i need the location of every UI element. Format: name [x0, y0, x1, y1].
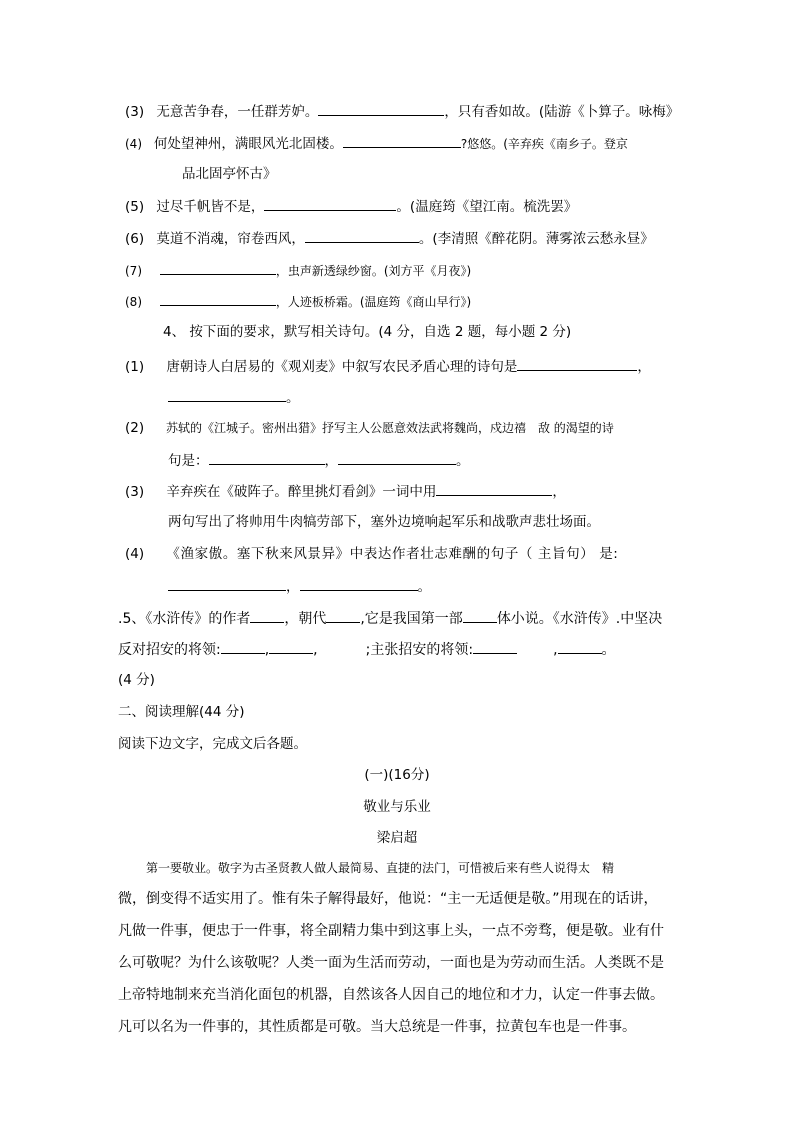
answer-blank[interactable]	[305, 228, 419, 243]
q4-sub-3	[125, 481, 566, 502]
answer-blank[interactable]	[168, 387, 286, 402]
question-4-heading: 4、 按下面的要求，默写相关诗句。(4 分，自选 2 题，每小题 2 分)	[163, 324, 572, 340]
q4-sub-4-cont	[168, 576, 431, 597]
item-source: 。(李清照《醉花阴。薄雾浓云愁永昼》	[418, 231, 654, 247]
essay-line: 凡做一件事，便忠于一件事，将全副精力集中到这事上头，一点不旁骛，便是敬。业有什	[118, 923, 664, 939]
item-3	[125, 101, 679, 122]
q5-text: ,它是我国第一部	[360, 611, 463, 627]
q4-sub-2	[125, 418, 614, 438]
item-text: 无意苦争春，一任群芳妒。	[156, 104, 319, 120]
sub-number: (4)	[125, 546, 145, 562]
sub-text: 《渔家傲。塞下秋来风景异》中表达作者壮志难酬的句子（ 主旨句） 是:	[166, 546, 619, 562]
punct: ，	[286, 579, 300, 595]
item-source: ，虫声新透绿纱窗。(刘方平《月夜》)	[275, 264, 472, 278]
essay-author: 梁启超	[376, 830, 418, 846]
answer-blank[interactable]	[318, 101, 444, 116]
essay-title: 敬业与乐业	[363, 799, 431, 815]
answer-blank[interactable]	[221, 639, 265, 654]
q5-text: 体小说。《水浒传》.中坚决	[496, 611, 663, 627]
item-number: (4)	[125, 137, 142, 151]
essay-line: 上帝特地制来充当消化面包的机器，自然该各人因自己的地位和才力，认定一件事去做。	[118, 987, 664, 1003]
essay-line: 微，倒变得不适实用了。惟有朱子解得最好，他说：“主一无适便是敬。”用现在的话讲，	[118, 891, 658, 907]
sub-text: 唐朝诗人白居易的《观刈麦》中叙写农民矛盾心理的诗句是	[166, 359, 518, 375]
essay-line: 第一要敬业。敬字为古圣贤教人做人最简易、直捷的法门，可惜被后来有些人说得太 精	[146, 861, 615, 875]
sub-text: 句是：	[168, 453, 209, 469]
punct: 。	[601, 642, 616, 658]
item-source: ，只有香如故。(陆游《卜算子。咏梅》	[444, 104, 680, 120]
item-number: (5)	[125, 199, 145, 215]
q4-sub-1	[125, 356, 651, 377]
sub-text: 苏轼的《江城子。密州出猎》抒写主人公愿意效法武将魏尚，戍边禧 敌 的渴望的诗	[165, 421, 614, 435]
q4-sub-1-cont	[168, 387, 300, 408]
answer-blank[interactable]	[326, 608, 360, 623]
answer-blank[interactable]	[517, 356, 637, 371]
item-number: (7)	[125, 264, 142, 278]
punct: 。	[286, 390, 300, 406]
answer-blank[interactable]	[209, 450, 325, 465]
answer-blank[interactable]	[168, 576, 286, 591]
item-5	[125, 196, 577, 217]
punct: ,	[313, 642, 318, 658]
q5-text: .5、《水浒传》的作者	[118, 611, 251, 627]
answer-blank[interactable]	[473, 639, 517, 654]
item-text: 何处望神州，满眼风光北固楼。	[153, 136, 343, 152]
item-number: (3)	[125, 104, 145, 120]
essay-line: 么可敬呢？为什么该敬呢？人类一面为生活而劳动，一面也是为劳动而生活。人类既不是	[118, 955, 664, 971]
part-heading: (一)(16分)	[364, 767, 430, 783]
sub-number: (2)	[125, 420, 145, 436]
item-text: 莫道不消魂，帘卷西风，	[156, 231, 305, 247]
answer-blank[interactable]	[463, 608, 497, 623]
item-6	[125, 228, 654, 249]
answer-blank[interactable]	[343, 133, 461, 148]
q5-text: 反对招安的将领:	[118, 642, 221, 658]
punct: ，	[324, 453, 338, 469]
item-source: 。(温庭筠《望江南。梳洗罢》	[396, 199, 578, 215]
section-title: 二、阅读理解(44 分)	[118, 704, 245, 720]
answer-blank[interactable]	[160, 260, 276, 275]
answer-blank[interactable]	[264, 196, 396, 211]
sub-text: 辛弃疾在《破阵子。醉里挑灯看剑》一词中用	[166, 484, 437, 500]
sub-number: (1)	[125, 359, 145, 375]
answer-blank[interactable]	[338, 450, 456, 465]
answer-blank[interactable]	[269, 639, 313, 654]
q4-sub-2-cont	[168, 450, 470, 471]
item-source: ?悠悠。(辛弃疾《南乡子。登京	[460, 137, 628, 151]
q5-text: ;主张招安的将领:	[365, 642, 474, 658]
item-number: (8)	[125, 295, 142, 309]
item-text: 过尽千帆皆不是，	[156, 199, 265, 215]
punct: ，	[637, 359, 651, 375]
item-continuation: 品北固亭怀古》	[182, 166, 277, 182]
question-5	[118, 608, 662, 629]
answer-blank[interactable]	[436, 481, 552, 496]
item-8	[125, 291, 471, 312]
essay-line: 凡可以名为一件事的，其性质都是可敬。当大总统是一件事，拉黄包车也是一件事。	[118, 1019, 636, 1035]
punct: 。	[417, 579, 431, 595]
sub-text-cont: 两句写出了将帅用牛肉犒劳部下，塞外边境响起军乐和战歌声悲壮场面。	[168, 514, 600, 530]
answer-blank[interactable]	[250, 608, 284, 623]
item-7	[125, 260, 471, 281]
q5-text: ，朝代	[284, 611, 327, 627]
q4-sub-4	[125, 544, 618, 564]
answer-blank[interactable]	[300, 576, 418, 591]
sub-number: (3)	[125, 484, 145, 500]
question-5-line-2	[118, 639, 616, 660]
q5-score: (4 分)	[118, 672, 155, 688]
answer-blank[interactable]	[558, 639, 602, 654]
section-instruction: 阅读下边文字，完成文后各题。	[118, 736, 307, 752]
punct: ，	[552, 484, 566, 500]
punct: ,	[553, 642, 558, 658]
punct: ,	[264, 642, 270, 658]
punct: 。	[456, 453, 470, 469]
answer-blank[interactable]	[160, 291, 276, 306]
item-number: (6)	[125, 231, 145, 247]
item-source: ，人迹板桥霜。(温庭筠《商山早行》)	[275, 295, 472, 309]
item-4	[125, 133, 628, 154]
